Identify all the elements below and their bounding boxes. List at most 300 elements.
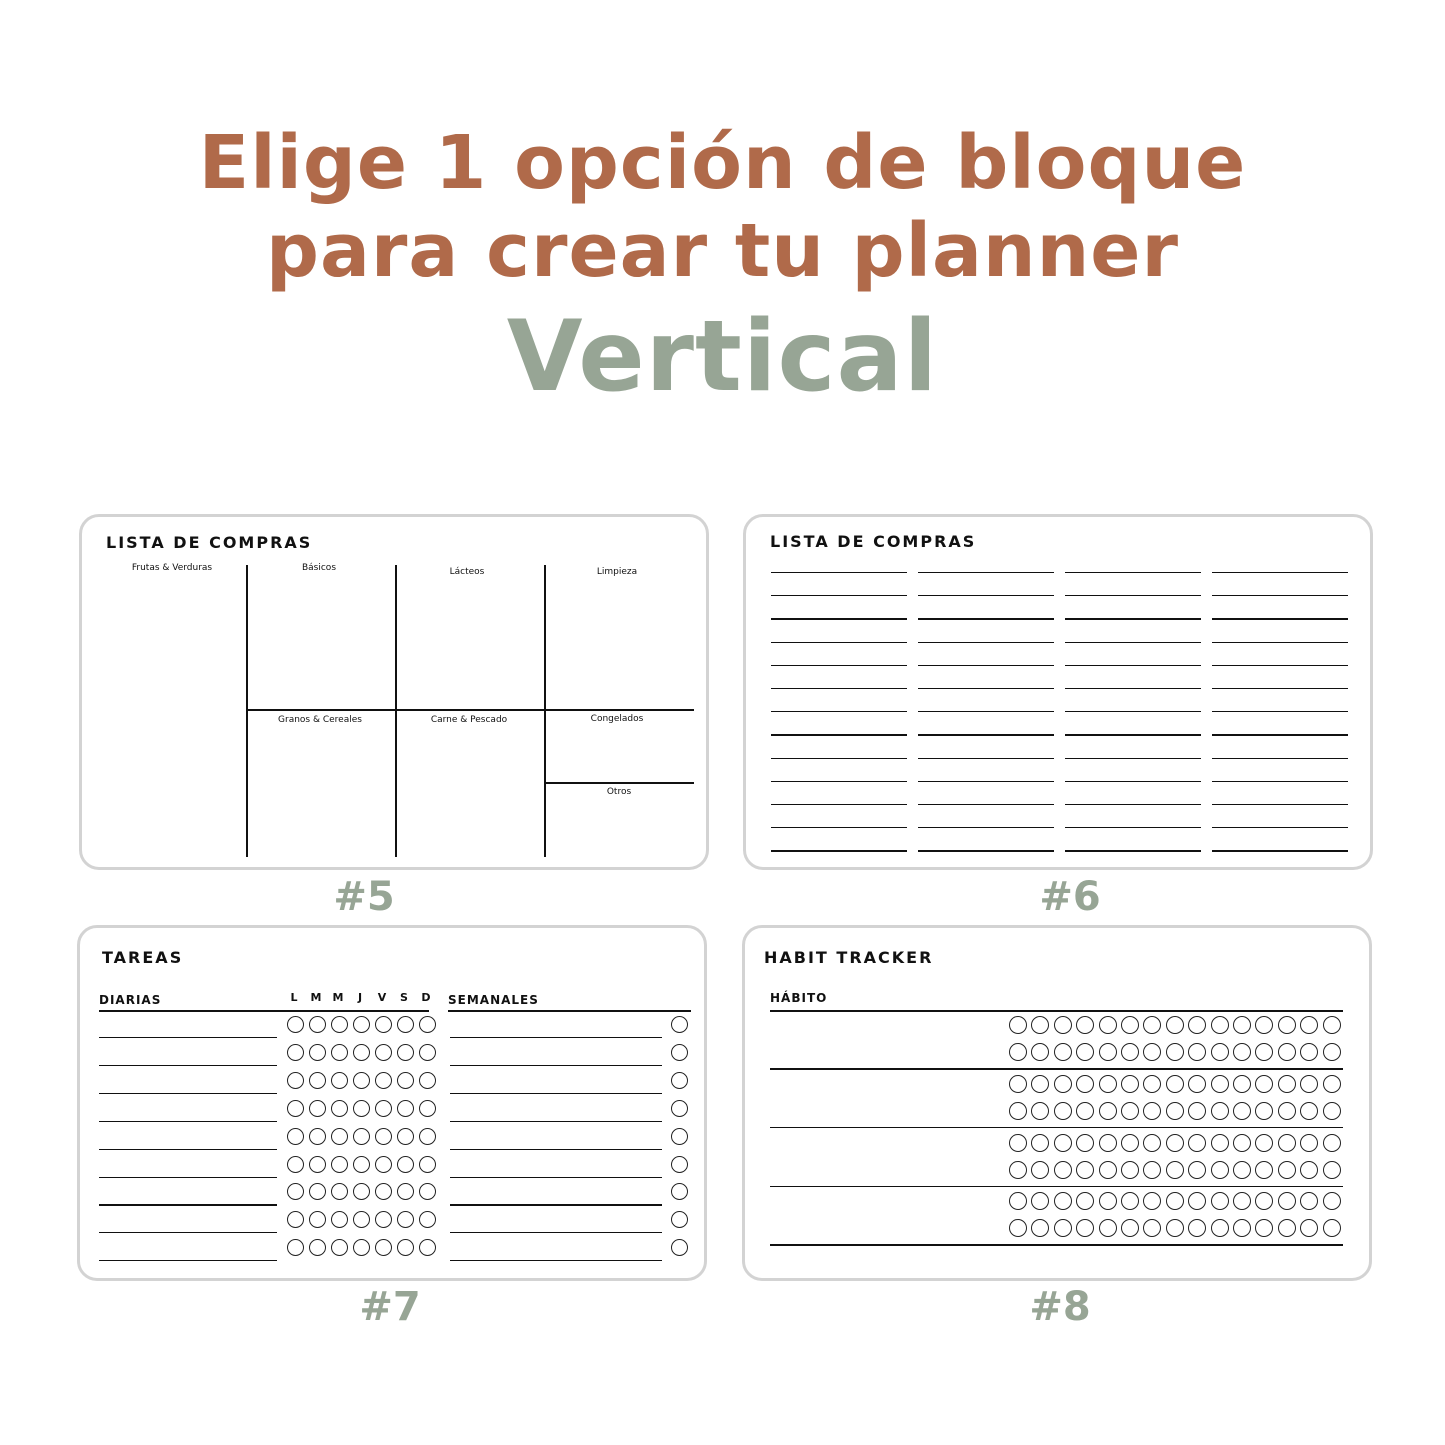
check-circle-icon xyxy=(375,1239,392,1256)
habit-circle-icon xyxy=(1076,1043,1094,1061)
habit-circle-icon xyxy=(1009,1134,1027,1152)
habit-circle-icon xyxy=(1121,1192,1139,1210)
habit-circle-icon xyxy=(1323,1134,1341,1152)
habit-circle-icon xyxy=(1188,1102,1206,1120)
check-circle-icon xyxy=(331,1156,348,1173)
check-circle-icon xyxy=(309,1128,326,1145)
check-circle-icon xyxy=(671,1100,688,1117)
check-circle-icon xyxy=(287,1128,304,1145)
list-line xyxy=(918,827,1054,828)
habit-circle-icon xyxy=(1143,1102,1161,1120)
habit-separator xyxy=(770,1127,1343,1129)
habit-circle-icon xyxy=(1076,1219,1094,1237)
habit-circle-icon xyxy=(1188,1075,1206,1093)
heading-line-3: Vertical xyxy=(506,300,939,414)
habit-circle-icon xyxy=(1031,1016,1049,1034)
weekly-task-line xyxy=(450,1177,662,1178)
habit-circle-icon xyxy=(1255,1134,1273,1152)
check-circle-icon xyxy=(287,1044,304,1061)
check-circle-icon xyxy=(419,1239,436,1256)
habit-circle-icon xyxy=(1300,1219,1318,1237)
check-circle-icon xyxy=(287,1183,304,1200)
check-circle-icon xyxy=(353,1072,370,1089)
weekly-task-line xyxy=(450,1232,662,1233)
habit-circle-icon xyxy=(1009,1219,1027,1237)
weekly-task-line xyxy=(450,1121,662,1122)
check-circle-icon xyxy=(397,1156,414,1173)
list-line xyxy=(1212,595,1348,596)
habit-circle-icon xyxy=(1233,1016,1251,1034)
list-line xyxy=(918,665,1054,666)
list-line xyxy=(1212,642,1348,643)
habit-circle-icon xyxy=(1233,1102,1251,1120)
habit-circle-icon xyxy=(1211,1161,1229,1179)
habit-circle-icon xyxy=(1233,1134,1251,1152)
list-line xyxy=(1065,827,1201,828)
habit-circle-icon xyxy=(1121,1075,1139,1093)
card-7-title: TAREAS xyxy=(102,948,184,967)
list-line xyxy=(1065,642,1201,643)
habit-circle-icon xyxy=(1099,1075,1117,1093)
check-circle-icon xyxy=(419,1072,436,1089)
weekday-label: S xyxy=(400,991,408,1004)
habit-circle-icon xyxy=(1166,1043,1184,1061)
daily-task-line xyxy=(99,1065,277,1066)
check-circle-icon xyxy=(671,1156,688,1173)
check-circle-icon xyxy=(287,1211,304,1228)
list-line xyxy=(1212,781,1348,782)
habit-circle-icon xyxy=(1323,1192,1341,1210)
check-circle-icon xyxy=(353,1211,370,1228)
check-circle-icon xyxy=(353,1128,370,1145)
check-circle-icon xyxy=(375,1128,392,1145)
habit-circle-icon xyxy=(1188,1043,1206,1061)
list-line xyxy=(918,595,1054,596)
habit-circle-icon xyxy=(1323,1102,1341,1120)
list-line xyxy=(1212,665,1348,666)
list-line xyxy=(771,734,907,735)
check-circle-icon xyxy=(353,1183,370,1200)
daily-task-line xyxy=(99,1093,277,1094)
header-rule xyxy=(448,1010,691,1012)
check-circle-icon xyxy=(419,1044,436,1061)
list-line xyxy=(918,688,1054,689)
check-circle-icon xyxy=(397,1128,414,1145)
check-circle-icon xyxy=(331,1044,348,1061)
list-line xyxy=(1065,618,1201,619)
check-circle-icon xyxy=(671,1072,688,1089)
habit-circle-icon xyxy=(1121,1102,1139,1120)
section-lacteos: Lácteos xyxy=(449,567,485,577)
habit-circle-icon xyxy=(1300,1134,1318,1152)
habit-circle-icon xyxy=(1278,1043,1296,1061)
daily-task-line xyxy=(99,1121,277,1122)
habit-circle-icon xyxy=(1076,1075,1094,1093)
option-card-6[interactable] xyxy=(743,514,1373,870)
check-circle-icon xyxy=(353,1016,370,1033)
habit-circle-icon xyxy=(1031,1161,1049,1179)
habit-circle-icon xyxy=(1009,1016,1027,1034)
list-line xyxy=(1065,595,1201,596)
habit-circle-icon xyxy=(1188,1161,1206,1179)
check-circle-icon xyxy=(671,1044,688,1061)
option-card-5[interactable] xyxy=(79,514,709,870)
list-line xyxy=(918,781,1054,782)
habit-circle-icon xyxy=(1278,1102,1296,1120)
habit-circle-icon xyxy=(1188,1219,1206,1237)
habit-circle-icon xyxy=(1188,1016,1206,1034)
habit-circle-icon xyxy=(1323,1043,1341,1061)
habit-circle-icon xyxy=(1099,1192,1117,1210)
check-circle-icon xyxy=(419,1016,436,1033)
list-line xyxy=(771,758,907,759)
list-line xyxy=(1065,734,1201,735)
habit-separator xyxy=(770,1244,1343,1246)
habit-circle-icon xyxy=(1099,1134,1117,1152)
list-line xyxy=(918,711,1054,712)
habit-circle-icon xyxy=(1143,1134,1161,1152)
check-circle-icon xyxy=(331,1072,348,1089)
card-6-title: LISTA DE COMPRAS xyxy=(770,532,977,551)
weekday-label: J xyxy=(357,991,363,1004)
list-line xyxy=(918,850,1054,851)
check-circle-icon xyxy=(309,1044,326,1061)
check-circle-icon xyxy=(419,1100,436,1117)
habit-circle-icon xyxy=(1054,1043,1072,1061)
habit-circle-icon xyxy=(1054,1161,1072,1179)
habit-circle-icon xyxy=(1054,1134,1072,1152)
habit-circle-icon xyxy=(1099,1102,1117,1120)
check-circle-icon xyxy=(419,1183,436,1200)
weekday-label: L xyxy=(290,991,298,1004)
list-line xyxy=(1065,665,1201,666)
habit-circle-icon xyxy=(1099,1043,1117,1061)
habit-circle-icon xyxy=(1076,1192,1094,1210)
check-circle-icon xyxy=(419,1211,436,1228)
list-line xyxy=(771,827,907,828)
check-circle-icon xyxy=(287,1100,304,1117)
check-circle-icon xyxy=(397,1016,414,1033)
habit-circle-icon xyxy=(1300,1192,1318,1210)
list-line xyxy=(918,618,1054,619)
habit-circle-icon xyxy=(1009,1075,1027,1093)
habit-circle-icon xyxy=(1166,1075,1184,1093)
habit-circle-icon xyxy=(1166,1016,1184,1034)
habit-separator xyxy=(770,1186,1343,1188)
divider xyxy=(544,565,546,857)
daily-task-line xyxy=(99,1177,277,1178)
habit-circle-icon xyxy=(1255,1075,1273,1093)
habit-circle-icon xyxy=(1121,1043,1139,1061)
check-circle-icon xyxy=(287,1016,304,1033)
list-line xyxy=(771,688,907,689)
habit-circle-icon xyxy=(1031,1219,1049,1237)
list-line xyxy=(1065,572,1201,573)
daily-task-line xyxy=(99,1260,277,1261)
habit-circle-icon xyxy=(1054,1016,1072,1034)
habit-circle-icon xyxy=(1076,1102,1094,1120)
check-circle-icon xyxy=(375,1044,392,1061)
habit-circle-icon xyxy=(1255,1102,1273,1120)
habit-circle-icon xyxy=(1278,1219,1296,1237)
list-line xyxy=(1212,758,1348,759)
list-line xyxy=(771,572,907,573)
habit-separator xyxy=(770,1068,1343,1070)
habit-header: HÁBITO xyxy=(770,991,828,1005)
check-circle-icon xyxy=(309,1211,326,1228)
check-circle-icon xyxy=(397,1100,414,1117)
list-line xyxy=(771,781,907,782)
check-circle-icon xyxy=(309,1072,326,1089)
card-8-title: HABIT TRACKER xyxy=(764,948,934,967)
habit-circle-icon xyxy=(1323,1075,1341,1093)
section-congelados: Congelados xyxy=(590,714,644,724)
daily-header: DIARIAS xyxy=(99,993,162,1007)
check-circle-icon xyxy=(397,1211,414,1228)
habit-circle-icon xyxy=(1233,1219,1251,1237)
habit-circle-icon xyxy=(1143,1075,1161,1093)
list-line xyxy=(1065,781,1201,782)
check-circle-icon xyxy=(671,1128,688,1145)
list-line xyxy=(1212,850,1348,851)
habit-circle-icon xyxy=(1076,1016,1094,1034)
habit-circle-icon xyxy=(1278,1192,1296,1210)
habit-circle-icon xyxy=(1099,1161,1117,1179)
divider xyxy=(544,782,694,784)
habit-circle-icon xyxy=(1121,1161,1139,1179)
list-line xyxy=(771,618,907,619)
check-circle-icon xyxy=(353,1100,370,1117)
habit-circle-icon xyxy=(1300,1102,1318,1120)
section-basicos: Básicos xyxy=(301,563,337,573)
daily-task-line xyxy=(99,1232,277,1233)
weekly-task-line xyxy=(450,1260,662,1261)
habit-circle-icon xyxy=(1188,1192,1206,1210)
habit-circle-icon xyxy=(1031,1134,1049,1152)
option-card-8[interactable] xyxy=(742,925,1372,1281)
list-line xyxy=(771,595,907,596)
list-line xyxy=(1065,688,1201,689)
section-limpieza: Limpieza xyxy=(596,567,638,577)
check-circle-icon xyxy=(353,1156,370,1173)
habit-circle-icon xyxy=(1300,1043,1318,1061)
habit-circle-icon xyxy=(1143,1192,1161,1210)
check-circle-icon xyxy=(309,1183,326,1200)
check-circle-icon xyxy=(353,1239,370,1256)
habit-circle-icon xyxy=(1099,1016,1117,1034)
habit-circle-icon xyxy=(1255,1219,1273,1237)
weekly-task-line xyxy=(450,1093,662,1094)
section-carne-pescado: Carne & Pescado xyxy=(430,715,508,725)
habit-circle-icon xyxy=(1054,1219,1072,1237)
habit-circle-icon xyxy=(1166,1219,1184,1237)
habit-circle-icon xyxy=(1121,1016,1139,1034)
card-8-number: #8 xyxy=(1029,1284,1091,1330)
check-circle-icon xyxy=(309,1100,326,1117)
card-6-number: #6 xyxy=(1039,874,1101,920)
habit-circle-icon xyxy=(1031,1075,1049,1093)
section-otros: Otros xyxy=(606,787,632,797)
list-line xyxy=(1065,850,1201,851)
habit-circle-icon xyxy=(1278,1134,1296,1152)
daily-task-line xyxy=(99,1149,277,1150)
list-line xyxy=(1065,711,1201,712)
check-circle-icon xyxy=(309,1156,326,1173)
habit-circle-icon xyxy=(1233,1161,1251,1179)
habit-circle-icon xyxy=(1211,1075,1229,1093)
habit-circle-icon xyxy=(1323,1161,1341,1179)
habit-circle-icon xyxy=(1211,1219,1229,1237)
habit-circle-icon xyxy=(1076,1134,1094,1152)
check-circle-icon xyxy=(309,1016,326,1033)
habit-circle-icon xyxy=(1031,1043,1049,1061)
list-line xyxy=(918,572,1054,573)
divider xyxy=(395,565,397,857)
habit-circle-icon xyxy=(1166,1161,1184,1179)
list-line xyxy=(1212,804,1348,805)
habit-circle-icon xyxy=(1143,1219,1161,1237)
check-circle-icon xyxy=(353,1044,370,1061)
habit-circle-icon xyxy=(1054,1192,1072,1210)
habit-circle-icon xyxy=(1233,1192,1251,1210)
check-circle-icon xyxy=(397,1044,414,1061)
weekly-task-line xyxy=(450,1149,662,1150)
check-circle-icon xyxy=(671,1016,688,1033)
habit-circle-icon xyxy=(1031,1192,1049,1210)
habit-circle-icon xyxy=(1278,1075,1296,1093)
list-line xyxy=(1212,734,1348,735)
section-granos-cereales: Granos & Cereales xyxy=(278,715,362,725)
option-card-7[interactable] xyxy=(77,925,707,1281)
check-circle-icon xyxy=(671,1239,688,1256)
heading-line-1: Elige 1 opción de bloque xyxy=(198,120,1247,206)
habit-circle-icon xyxy=(1211,1043,1229,1061)
habit-circle-icon xyxy=(1054,1075,1072,1093)
habit-circle-icon xyxy=(1255,1192,1273,1210)
list-line xyxy=(918,758,1054,759)
check-circle-icon xyxy=(331,1239,348,1256)
divider xyxy=(246,709,694,711)
check-circle-icon xyxy=(309,1239,326,1256)
daily-task-line xyxy=(99,1204,277,1205)
habit-circle-icon xyxy=(1121,1134,1139,1152)
list-line xyxy=(771,804,907,805)
habit-circle-icon xyxy=(1009,1192,1027,1210)
weekly-task-line xyxy=(450,1204,662,1205)
habit-circle-icon xyxy=(1300,1075,1318,1093)
habit-circle-icon xyxy=(1278,1161,1296,1179)
check-circle-icon xyxy=(331,1128,348,1145)
header-rule xyxy=(99,1010,429,1012)
section-frutas-verduras: Frutas & Verduras xyxy=(131,563,213,573)
list-line xyxy=(771,665,907,666)
list-line xyxy=(1212,711,1348,712)
divider xyxy=(246,565,248,857)
header-rule xyxy=(770,1010,1343,1012)
habit-circle-icon xyxy=(1076,1161,1094,1179)
list-line xyxy=(771,711,907,712)
habit-circle-icon xyxy=(1255,1161,1273,1179)
weekday-label: V xyxy=(377,991,387,1004)
habit-circle-icon xyxy=(1143,1161,1161,1179)
habit-circle-icon xyxy=(1121,1219,1139,1237)
check-circle-icon xyxy=(331,1016,348,1033)
check-circle-icon xyxy=(419,1156,436,1173)
weekly-task-line xyxy=(450,1037,662,1038)
check-circle-icon xyxy=(397,1239,414,1256)
check-circle-icon xyxy=(287,1156,304,1173)
habit-circle-icon xyxy=(1300,1016,1318,1034)
list-line xyxy=(918,642,1054,643)
card-7-number: #7 xyxy=(359,1284,421,1330)
habit-circle-icon xyxy=(1009,1161,1027,1179)
check-circle-icon xyxy=(375,1156,392,1173)
list-line xyxy=(1212,572,1348,573)
list-line xyxy=(1212,618,1348,619)
habit-circle-icon xyxy=(1233,1075,1251,1093)
list-line xyxy=(918,804,1054,805)
list-line xyxy=(1065,758,1201,759)
weekly-header: SEMANALES xyxy=(448,993,539,1007)
habit-circle-icon xyxy=(1188,1134,1206,1152)
check-circle-icon xyxy=(375,1211,392,1228)
habit-circle-icon xyxy=(1166,1134,1184,1152)
habit-circle-icon xyxy=(1009,1043,1027,1061)
weekday-label: D xyxy=(421,991,431,1004)
check-circle-icon xyxy=(419,1128,436,1145)
habit-circle-icon xyxy=(1300,1161,1318,1179)
habit-circle-icon xyxy=(1099,1219,1117,1237)
list-line xyxy=(1065,804,1201,805)
check-circle-icon xyxy=(397,1072,414,1089)
check-circle-icon xyxy=(397,1183,414,1200)
weekday-label: M xyxy=(310,991,322,1004)
check-circle-icon xyxy=(375,1183,392,1200)
list-line xyxy=(1212,827,1348,828)
habit-circle-icon xyxy=(1211,1102,1229,1120)
check-circle-icon xyxy=(375,1072,392,1089)
daily-task-line xyxy=(99,1037,277,1038)
check-circle-icon xyxy=(287,1239,304,1256)
habit-circle-icon xyxy=(1278,1016,1296,1034)
list-line xyxy=(1212,688,1348,689)
habit-circle-icon xyxy=(1009,1102,1027,1120)
habit-circle-icon xyxy=(1211,1134,1229,1152)
check-circle-icon xyxy=(287,1072,304,1089)
habit-circle-icon xyxy=(1143,1043,1161,1061)
card-5-title: LISTA DE COMPRAS xyxy=(106,533,313,552)
habit-circle-icon xyxy=(1233,1043,1251,1061)
habit-circle-icon xyxy=(1255,1043,1273,1061)
list-line xyxy=(771,850,907,851)
check-circle-icon xyxy=(375,1016,392,1033)
habit-circle-icon xyxy=(1211,1016,1229,1034)
habit-circle-icon xyxy=(1166,1192,1184,1210)
list-line xyxy=(771,642,907,643)
habit-circle-icon xyxy=(1166,1102,1184,1120)
check-circle-icon xyxy=(331,1100,348,1117)
habit-circle-icon xyxy=(1323,1219,1341,1237)
habit-circle-icon xyxy=(1143,1016,1161,1034)
habit-circle-icon xyxy=(1255,1016,1273,1034)
check-circle-icon xyxy=(375,1100,392,1117)
card-5-number: #5 xyxy=(333,874,395,920)
weekly-task-line xyxy=(450,1065,662,1066)
check-circle-icon xyxy=(331,1183,348,1200)
heading-line-2: para crear tu planner xyxy=(266,208,1179,294)
habit-circle-icon xyxy=(1323,1016,1341,1034)
habit-circle-icon xyxy=(1031,1102,1049,1120)
